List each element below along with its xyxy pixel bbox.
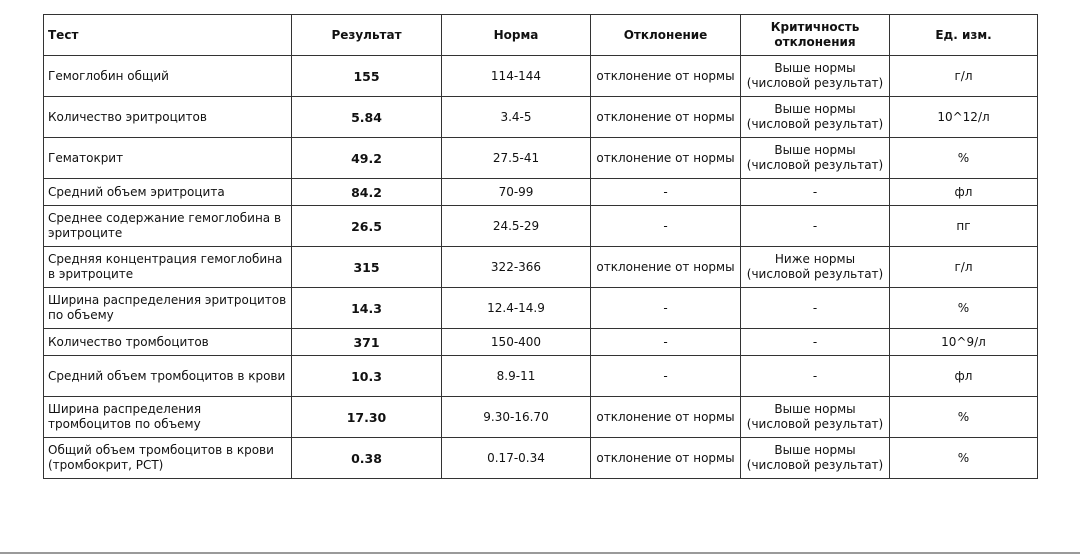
cell-criticality: - bbox=[741, 179, 890, 206]
cell-deviation: отклонение от нормы bbox=[591, 247, 741, 288]
cell-result: 371 bbox=[292, 329, 442, 356]
cell-norm: 27.5-41 bbox=[442, 138, 591, 179]
cell-result: 17.30 bbox=[292, 397, 442, 438]
cell-test: Средний объем эритроцита bbox=[44, 179, 292, 206]
cell-unit: фл bbox=[890, 356, 1038, 397]
cell-deviation: отклонение от нормы bbox=[591, 97, 741, 138]
cell-norm: 70-99 bbox=[442, 179, 591, 206]
cell-unit: % bbox=[890, 138, 1038, 179]
cell-deviation: отклонение от нормы bbox=[591, 438, 741, 479]
cell-norm: 114-144 bbox=[442, 56, 591, 97]
cell-test: Общий объем тромбоцитов в крови (тромбокрит, PCT) bbox=[44, 438, 292, 479]
cell-unit: г/л bbox=[890, 247, 1038, 288]
header-test: Тест bbox=[44, 15, 292, 56]
cell-unit: 10^12/л bbox=[890, 97, 1038, 138]
cell-test: Ширина распределения тромбоцитов по объему bbox=[44, 397, 292, 438]
page-bottom-divider bbox=[0, 552, 1080, 554]
header-result: Результат bbox=[292, 15, 442, 56]
cell-test: Гематокрит bbox=[44, 138, 292, 179]
cell-test: Количество эритроцитов bbox=[44, 97, 292, 138]
cell-criticality: Выше нормы (числовой результат) bbox=[741, 97, 890, 138]
cell-unit: 10^9/л bbox=[890, 329, 1038, 356]
cell-criticality: Выше нормы (числовой результат) bbox=[741, 56, 890, 97]
cell-norm: 24.5-29 bbox=[442, 206, 591, 247]
table-row bbox=[44, 179, 1038, 206]
cell-test: Гемоглобин общий bbox=[44, 56, 292, 97]
cell-deviation: - bbox=[591, 206, 741, 247]
cell-deviation: - bbox=[591, 329, 741, 356]
cell-unit: % bbox=[890, 397, 1038, 438]
cell-unit: пг bbox=[890, 206, 1038, 247]
table-header-row bbox=[44, 15, 1038, 56]
cell-criticality: Выше нормы (числовой результат) bbox=[741, 397, 890, 438]
cell-deviation: отклонение от нормы bbox=[591, 397, 741, 438]
cell-norm: 12.4-14.9 bbox=[442, 288, 591, 329]
table-row bbox=[44, 438, 1038, 479]
cell-test: Ширина распределения эритроцитов по объему bbox=[44, 288, 292, 329]
table-row bbox=[44, 247, 1038, 288]
header-deviation: Отклонение bbox=[591, 15, 741, 56]
table-row bbox=[44, 138, 1038, 179]
header-unit: Ед. изм. bbox=[890, 15, 1038, 56]
cell-unit: фл bbox=[890, 179, 1038, 206]
cell-norm: 8.9-11 bbox=[442, 356, 591, 397]
table-row bbox=[44, 56, 1038, 97]
cell-result: 26.5 bbox=[292, 206, 442, 247]
cell-test: Средний объем тромбоцитов в крови bbox=[44, 356, 292, 397]
table-row bbox=[44, 97, 1038, 138]
cell-criticality: Выше нормы (числовой результат) bbox=[741, 138, 890, 179]
table-row bbox=[44, 397, 1038, 438]
cell-criticality: Ниже нормы (числовой результат) bbox=[741, 247, 890, 288]
cell-norm: 3.4-5 bbox=[442, 97, 591, 138]
table-row bbox=[44, 206, 1038, 247]
header-criticality: Критичность отклонения bbox=[741, 15, 890, 56]
table-row bbox=[44, 329, 1038, 356]
blood-test-results-table bbox=[43, 14, 1038, 479]
cell-deviation: отклонение от нормы bbox=[591, 56, 741, 97]
cell-test: Количество тромбоцитов bbox=[44, 329, 292, 356]
cell-test: Среднее содержание гемоглобина в эритроците bbox=[44, 206, 292, 247]
cell-result: 10.3 bbox=[292, 356, 442, 397]
cell-norm: 150-400 bbox=[442, 329, 591, 356]
cell-unit: % bbox=[890, 288, 1038, 329]
cell-result: 49.2 bbox=[292, 138, 442, 179]
cell-deviation: - bbox=[591, 356, 741, 397]
cell-criticality: Выше нормы (числовой результат) bbox=[741, 438, 890, 479]
cell-criticality: - bbox=[741, 329, 890, 356]
cell-norm: 0.17-0.34 bbox=[442, 438, 591, 479]
cell-result: 155 bbox=[292, 56, 442, 97]
cell-criticality: - bbox=[741, 288, 890, 329]
cell-criticality: - bbox=[741, 206, 890, 247]
cell-criticality: - bbox=[741, 356, 890, 397]
cell-result: 14.3 bbox=[292, 288, 442, 329]
cell-result: 315 bbox=[292, 247, 442, 288]
header-norm: Норма bbox=[442, 15, 591, 56]
table-row bbox=[44, 356, 1038, 397]
cell-test: Средняя концентрация гемоглобина в эритроците bbox=[44, 247, 292, 288]
cell-unit: % bbox=[890, 438, 1038, 479]
cell-norm: 9.30-16.70 bbox=[442, 397, 591, 438]
cell-result: 0.38 bbox=[292, 438, 442, 479]
cell-deviation: отклонение от нормы bbox=[591, 138, 741, 179]
cell-result: 5.84 bbox=[292, 97, 442, 138]
cell-norm: 322-366 bbox=[442, 247, 591, 288]
cell-deviation: - bbox=[591, 179, 741, 206]
table-row bbox=[44, 288, 1038, 329]
cell-deviation: - bbox=[591, 288, 741, 329]
cell-unit: г/л bbox=[890, 56, 1038, 97]
cell-result: 84.2 bbox=[292, 179, 442, 206]
